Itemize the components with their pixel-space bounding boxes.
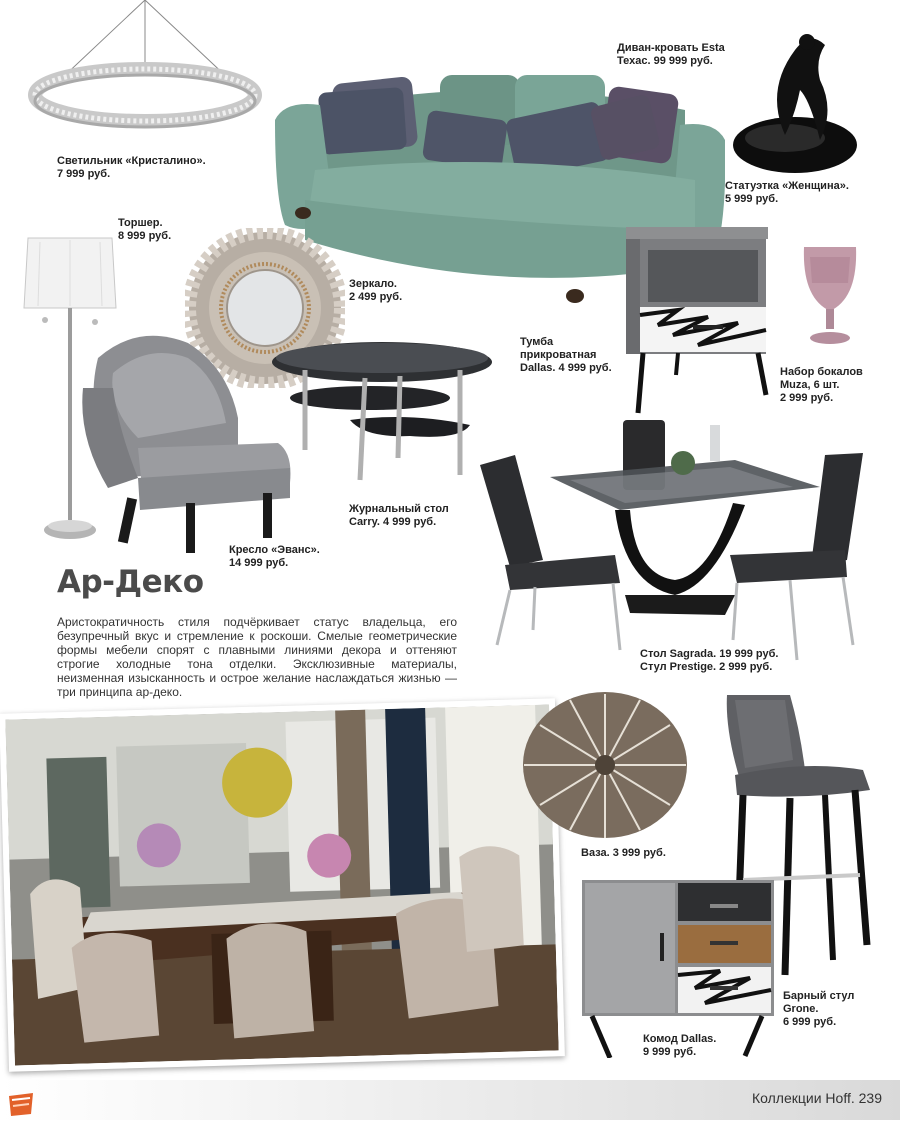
- statue-caption: Статуэтка «Женщина». 5 999 руб.: [725, 180, 849, 205]
- goblet-image: [800, 243, 860, 348]
- dresser-caption: Комод Dallas. 9 999 руб.: [643, 1033, 717, 1058]
- coffee-table-image: [270, 340, 495, 485]
- interior-photo: [0, 698, 565, 1071]
- glasses-caption: Набор бокалов Muza, 6 шт. 2 999 руб.: [780, 366, 863, 404]
- section-intro-text: Аристократичность стиля подчёркивает статус владельца, его безупречный вкус и стремление к роскоши. Смелые геометрические формы мебели спорят с плавными линиями декора и оттеняют строгие холодные тона отделки. Эксклюзивные материалы, неизменная изысканность и острое желание наслаждаться жизнью — три принципа ар-деко.: [57, 615, 457, 699]
- sofa-caption: Диван-кровать Esta Техас. 99 999 руб.: [617, 42, 725, 67]
- armchair-caption: Кресло «Эванс». 14 999 руб.: [229, 544, 320, 569]
- footer-page-label: Коллекции Hoff. 239: [752, 1090, 882, 1106]
- nightstand-image: [618, 225, 770, 415]
- vase-image: [520, 690, 690, 840]
- chandelier-caption: Светильник «Кристалино». 7 999 руб.: [57, 155, 206, 180]
- dresser-image: [580, 878, 778, 1058]
- nightstand-caption: Тумба прикроватная Dallas. 4 999 руб.: [520, 336, 612, 374]
- mirror-caption: Зеркало. 2 499 руб.: [349, 278, 403, 303]
- floor-lamp-caption: Торшер. 8 999 руб.: [118, 217, 172, 242]
- armchair-image: [78, 328, 298, 556]
- dining-set-caption: Стол Sagrada. 19 999 руб. Стул Prestige. 2 999 руб.: [640, 648, 779, 673]
- interior-photo-scene: [5, 704, 558, 1065]
- hoff-logo-icon: [6, 1090, 36, 1118]
- statue-image: [725, 30, 865, 180]
- vase-caption: Ваза. 3 999 руб.: [581, 847, 666, 859]
- section-title: Ар-Деко: [57, 564, 204, 600]
- dining-set-image: [475, 415, 870, 670]
- chandelier-image: [20, 0, 270, 140]
- coffee-table-caption: Журнальный стол Carry. 4 999 руб.: [349, 503, 449, 528]
- bar-stool-caption: Барный стул Grone. 6 999 руб.: [783, 990, 855, 1028]
